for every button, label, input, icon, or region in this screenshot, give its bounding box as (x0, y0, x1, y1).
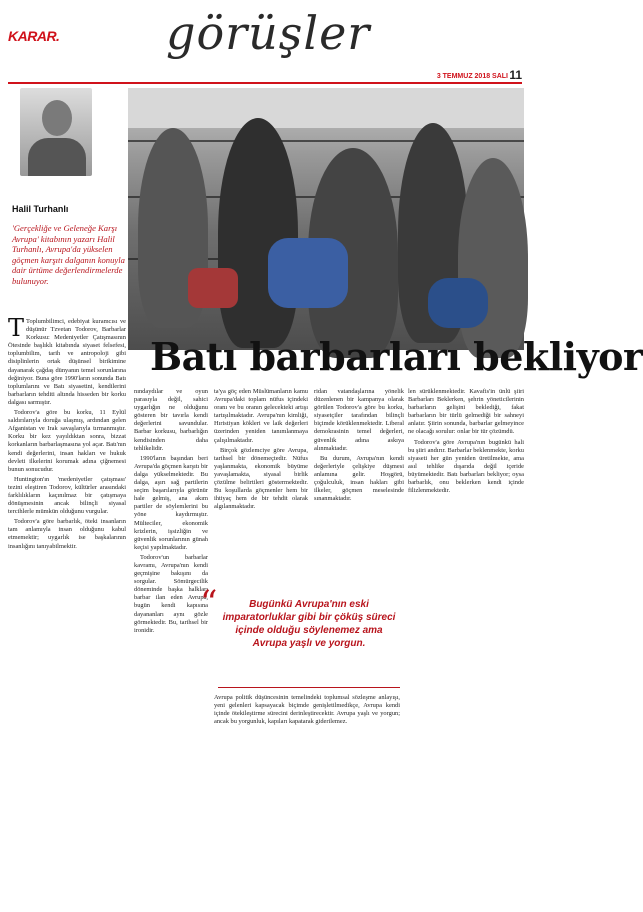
brand-logo[interactable]: KARAR. (8, 28, 60, 44)
pull-quote-rule (218, 687, 400, 688)
article-column-3: ta'ya göç eden Müslümanların kamu Avrupa'daki toplam nüfus içindeki oranı ve bu oranın gelecekteki artışı tartışılmaktadır. Avrupa'nın kimliği, Hıristiyan kökleri ve laik değerleri üzerinden yeniden tanımlanmaya çalışılmaktadır. Birçok gözlemciye göre Avrupa, tarihsel bir dönemeçtedir. Nüfus yaşlanmakta, ekonomik büyüme yavaşlamakta, siyasal birlik çözülme belirtileri göstermektedir. Bu koşullarda göçmenler hem bir ihtiyaç hem de bir tehdit olarak algılanmaktadır. (214, 388, 308, 511)
pull-quote: Bugünkü Avrupa'nın eski imparatorluklar gibi bir çöküş süreci içinde olduğu söylenemez ama Avrupa yaşlı ve yorgun. (222, 599, 396, 649)
headline: Batı barbarları bekliyor (150, 334, 643, 379)
author-summary: 'Gerçekliğe ve Geleneğe Karşı Avrupa' kitabının yazarı Halil Turhanlı, Avrupa'da yükselen göçmen karşıtı dalganın konuyla dair ürtüme değerlendirmelerde bulunuyor. (12, 223, 125, 286)
author-name: Halil Turhanlı (12, 204, 69, 214)
article-column-4: ridan vatandaşlarına yönelik düzenlenen bir kampanya olarak görülen Todorov'a göre bu korku, siyasetçiler tarafından bilinçli biçimde körüklenmektedir. Liberal demokrasinin temel değerleri, güvenlik adına askıya alınmaktadır. Bu durum, Avrupa'nın kendi değerleriyle çelişkiye düşmesi anlamına gelir. Hoşgörü, çoğulculuk, insan hakları gibi ilkeler, göçmen meselesinde sınanmaktadır. (314, 388, 404, 503)
masthead (0, 0, 530, 82)
author-box (8, 88, 128, 313)
article-column-1: T Toplumbilimci, edebiyat kuramcısı ve düşünür Tzvetan Todorov, Barbarlar Korkusu: Medeniyetler Çatışmasının Ötesinde başlıklı kitabında siyaset felsefesi, toplumbilim, tarih ve antropoloji gibi disiplinlerin ortak düşünsel birikimine dayanarak çağdaş dünyanın temel sorunlarına değiniyor. Buna göre 1990'ların sonunda Batı toplumlarını ve Batı siyasetini, kendilerini barbarların tehditi altında hisseden bir korku dalgası sarmıştır. Todorov'a göre bu korku, 11 Eylül saldırılarıyla doruğa ulaşmış, ardından gelen Afganistan ve Irak savaşlarıyla tırmanmıştır. Korku bir kez yayıldıktan sonra, bizzat korkanların barbarlaşmasına yol açar. Batı'nın kendi değerlerini, insan hakları ve hukuk devleti ilkelerini korumak adına çiğnemesi bunun sonucudur. Huntington'ın 'medeniyetler çatışması' tezini eleştiren Todorov, kültürler arasındaki farklılıkların kaçınılmaz bir çatışmaya dönüşmesinin ancak bilinçli siyasal tercihlerle mümkün olduğunu vurgular. Todorov'a göre barbarlık, öteki insanların tam anlamıyla insan olduğunu kabul etmemektir; uygarlık ise başkalarının insanlığını tanıyabilmektir. (8, 314, 126, 550)
author-photo (20, 88, 92, 176)
news-photo (128, 88, 524, 350)
article-column-5: len sürüklenmektedir. Kavafis'in ünlü şiiri Barbarları Beklerken, şehrin yöneticilerinin barbarların gelişini beklediği, fakat barbarların bir türlü gelmediği bir sahneyi anlatır. Şiirin sonunda, barbarlar gelmeyince ne olacağı sorulur: onlar bir tür çözümdü. Todorov'a göre Avrupa'nın bugünkü hali bu şiiri andırır. Barbarlar beklenmekte, korku siyaseti her gün yeniden üretilmekte, ama asıl tehlike dışarıda değil içeride büyümektedir. Batı barbarları bekliyor; oysa barbarlık, onu beklerken kendi içinde filizlenmektedir. (408, 388, 524, 495)
page-number: 11 (509, 68, 522, 82)
quote-mark-icon: “ (200, 583, 218, 623)
date-line: 3 TEMMUZ 2018 SALI (436, 73, 508, 80)
article-column-2: nındaydılar ve oyun parasıyla değil, sahici uygarlığın ne olduğunu gösteren bir tavırla kendi değerlerini savundular. Barbar korkusu, barbarlığın kendisinden daha tehlikelidir. 1990'ların başından beri Avrupa'da göçmen karşıtı bir dalga yükselmektedir. Bu dalga, aşırı sağ partilerin seçim başarılarıyla görünür hale gelmiş, ana akım partiler de söylemlerini bu yöne kaydırmıştır. Mülteciler, ekonomik krizlerin, işsizliğin ve güvenlik sorunlarının günah keçisi yapılmaktadır. Todorov'un barbarlar kavramı, Avrupa'nın kendi geçmişine bakışını da sorgular. Sömürgecilik döneminde başka halkları barbar ilan eden Avrupa, bugün kendi kapısına dayananları aynı gözle görmektedir. Bu, tarihsel bir ironidir. (134, 388, 208, 634)
article-column-3b: Avrupa politik düşüncesinin temelindeki toplumsal sözleşme anlayışı, yeni gelenleri kapsayacak biçimde genişletilmedikçe, Avrupa kendi içinde ötekileştirme sürecini derinleştirecektir. Avrupa yaşlı ve yorgun; ancak bu yorgunluk, kapıları kapatarak giderilemez. (214, 694, 400, 726)
header-rule (8, 82, 522, 84)
section-title: görüşler (166, 6, 371, 60)
